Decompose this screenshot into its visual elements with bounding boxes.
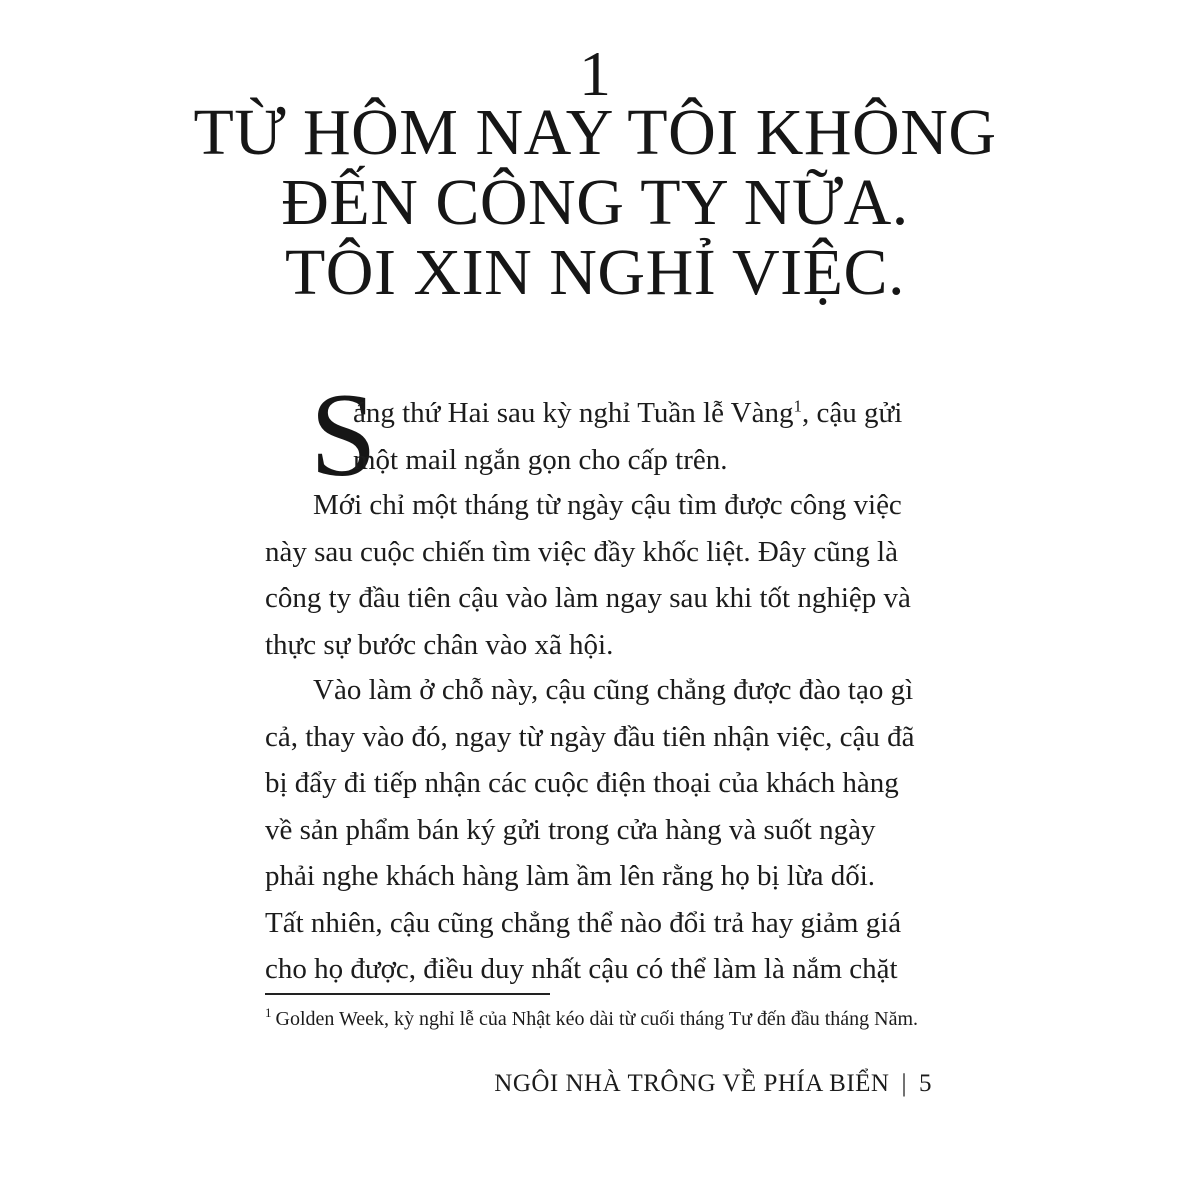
text-line: Vào làm ở chỗ này, cậu cũng chẳng được đào tạo gì [313,674,914,706]
footnote-mark: 1 [265,1005,272,1021]
text-line: Tất nhiên, cậu cũng chẳng thể nào đổi trả hay giảm giá [265,906,902,939]
page-number: 5 [919,1070,932,1097]
text-segment: áng thứ Hai sau kỳ nghỉ Tuần lễ Vàng [353,397,794,429]
paragraph-3 [265,667,914,993]
text-line: cả, thay vào đó, ngay từ ngày đầu tiên nhận việc, cậu đã [265,720,915,753]
paragraph-2 [265,482,911,668]
text-line: bị đẩy đi tiếp nhận các cuộc điện thoại của khách hàng [265,767,899,799]
chapter-title [0,98,1190,308]
text-segment: , cậu gửi [802,397,903,429]
drop-cap: S [310,368,377,501]
footnote-reference[interactable]: 1 [793,396,802,416]
footnote [265,1006,965,1032]
text-line: công ty đầu tiên cậu vào làm ngay sau khi tốt nghiệp và [265,582,911,614]
text-line [353,390,902,437]
text-line: này sau cuộc chiến tìm việc đầy khốc liệt. Đây cũng là [265,535,898,568]
text-line: cho họ được, điều duy nhất cậu có thể làm là nắm chặt [265,953,898,985]
footer-separator: | [901,1070,907,1097]
chapter-title-line: ĐẾN CÔNG TY NỮA. [281,166,909,239]
chapter-number: 1 [579,38,611,109]
text-line: phải nghe khách hàng làm ầm lên rằng họ bị lừa dối. [265,860,876,892]
footnote-divider [265,993,550,995]
text-line: một mail ngắn gọn cho cấp trên. [353,443,728,476]
text-line: thực sự bước chân vào xã hội. [265,628,614,661]
paragraph-1 [353,390,902,483]
text-line: Mới chỉ một tháng từ ngày cậu tìm được công việc [313,489,902,521]
chapter-title-line: TỪ HÔM NAY TÔI KHÔNG [193,96,997,169]
chapter-title-line: TÔI XIN NGHỈ VIỆC. [284,236,905,309]
book-title: NGÔI NHÀ TRÔNG VỀ PHÍA BIỂN [494,1070,890,1097]
text-line: về sản phẩm bán ký gửi trong cửa hàng và suốt ngày [265,813,876,846]
footnote-text: Golden Week, kỳ nghỉ lễ của Nhật kéo dài từ cuối tháng Tư đến đầu tháng Năm. [275,1008,918,1030]
running-footer [494,1066,932,1102]
